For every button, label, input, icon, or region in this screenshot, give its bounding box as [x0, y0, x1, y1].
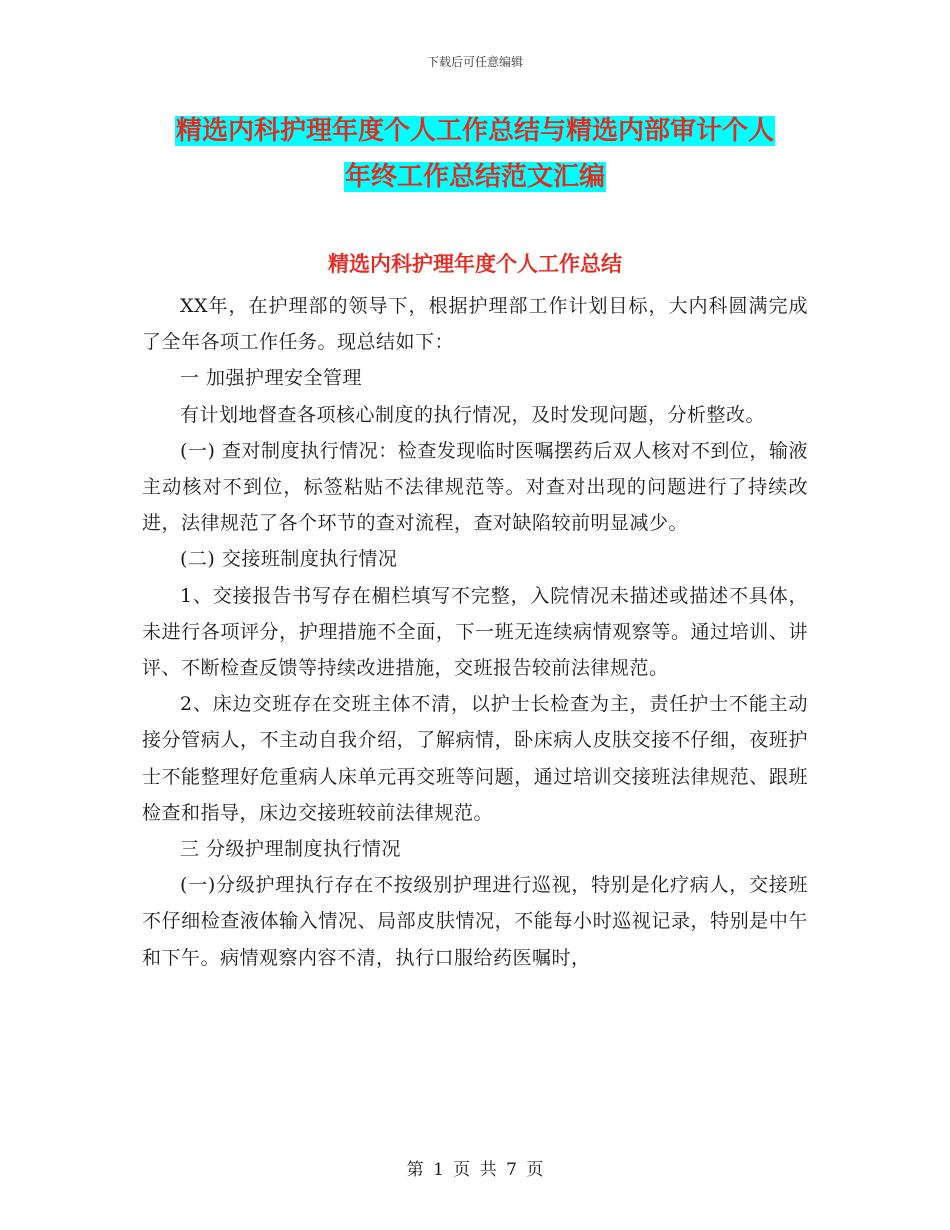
document-title-line-2: 年终工作总结范文汇编 [344, 162, 605, 192]
section-title: 精选内科护理年度个人工作总结 [328, 252, 622, 276]
header-note: 下载后可任意编辑 [426, 55, 523, 69]
paragraph: 1、交接报告书写存在楣栏填写不完整，入院情况未描述或描述不具体，未进行各项评分，护理措施不全面，下一班无连续病情观察等。通过培训、讲评、不断检查反馈等持续改进措施，交班报告较前法律规范。 [142, 584, 808, 680]
paragraph: XX年，在护理部的领导下，根据护理部工作计划目标，大内科圆满完成了全年各项工作任务。现总结如下： [142, 295, 808, 354]
paragraph: 一 加强护理安全管理 [180, 367, 363, 390]
paragraph: 三 分级护理制度执行情况 [180, 838, 402, 861]
paragraph: (一)分级护理执行存在不按级别护理进行巡视，特别是化疗病人，交接班不仔细检查液体输入情况、局部皮肤情况，不能每小时巡视记录，特别是中午和下午。病情观察内容不清，执行口服给药医嘱时， [142, 874, 808, 969]
page-footer: 第 1 页 共 7 页 [406, 1160, 544, 1180]
document-title-line-1: 精选内科护理年度个人工作总结与精选内部审计个人 [175, 116, 774, 146]
paragraph: (一) 查对制度执行情况：检查发现临时医嘱摆药后双人核对不到位，输液主动核对不到位，标签粘贴不法律规范等。对查对出现的问题进行了持续改进，法律规范了各个环节的查对流程，查对缺陷较前明显减少。 [142, 439, 808, 535]
paragraph: 2、床边交班存在交班主体不清，以护士长检查为主，责任护士不能主动接分管病人，不主动自我介绍，了解病情，卧床病人皮肤交接不仔细，夜班护士不能整理好危重病人床单元再交班等问题，通过培训交接班法律规范、跟班检查和指导，床边交接班较前法律规范。 [142, 693, 808, 824]
document-title [150, 108, 800, 200]
paragraph: (二) 交接班制度执行情况 [180, 548, 398, 571]
document-body [142, 288, 808, 976]
paragraph: 有计划地督查各项核心制度的执行情况，及时发现问题，分析整改。 [180, 403, 766, 426]
